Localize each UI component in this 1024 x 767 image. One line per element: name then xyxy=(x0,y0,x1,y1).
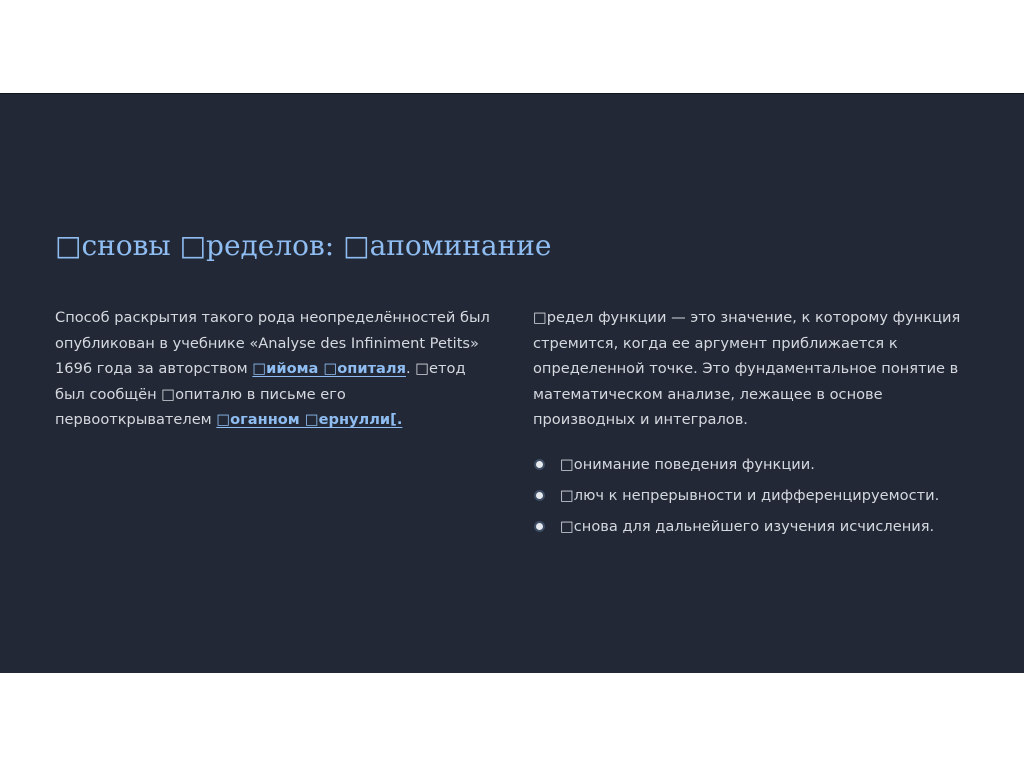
slide-title: □сновы □ределов: □апоминание xyxy=(55,229,552,262)
left-text-1: Способ раскрытия такого рода неопределённостей был опубликован в учебнике «Analyse des Infiniment Petits» 1696 года за авторством xyxy=(55,309,490,378)
bullet-list xyxy=(533,449,963,542)
bullet-item xyxy=(533,449,963,480)
bullet-dot-icon xyxy=(536,492,543,499)
bullet-text: □снова для дальнейшего изучения исчисления. xyxy=(560,517,935,535)
bullet-dot-icon xyxy=(536,461,543,468)
bullet-dot-icon xyxy=(536,523,543,530)
left-text-2: . □етод был сообщён □опиталю в письме его первооткрывателем xyxy=(55,360,466,429)
bullet-item xyxy=(533,480,963,511)
right-paragraph: □редел функции — это значение, к которому функция стремится, когда ее аргумент приближается к определенной точке. Это фундаментальное понятие в математическом анализе, лежащее в основе производных и интегралов. xyxy=(533,309,961,429)
link-reference[interactable]: [. xyxy=(390,411,403,429)
left-paragraph xyxy=(55,305,495,433)
link-lhopital[interactable]: □ийома □опиталя xyxy=(252,360,406,378)
bullet-item xyxy=(533,511,963,542)
right-column xyxy=(533,305,963,542)
bullet-text: □онимание поведения функции. xyxy=(560,455,815,473)
link-bernoulli[interactable]: □оганном □ернулли xyxy=(216,411,391,429)
left-column xyxy=(55,305,495,433)
bullet-text: □люч к непрерывности и дифференцируемости. xyxy=(560,486,940,504)
